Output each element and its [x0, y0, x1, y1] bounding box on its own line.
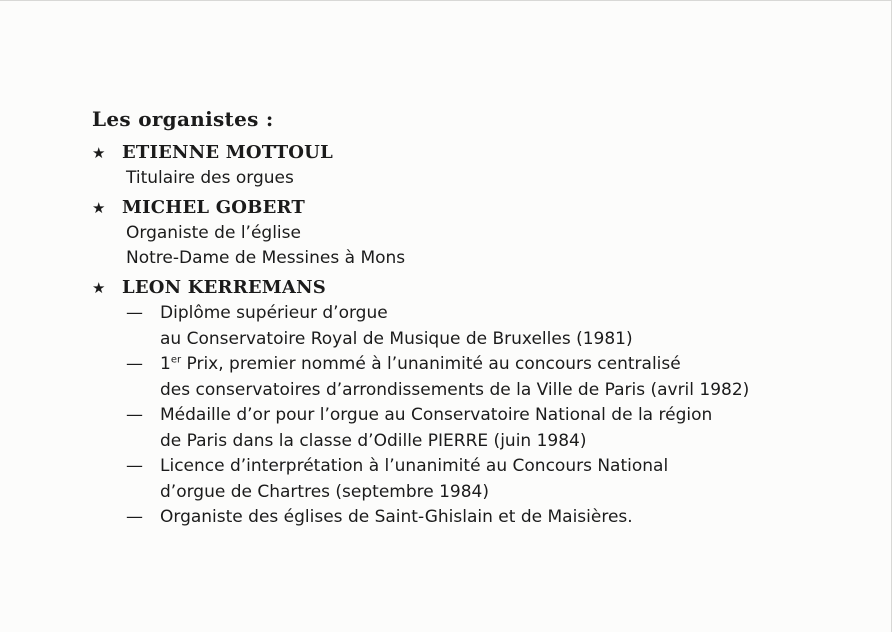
achievement-text	[160, 403, 852, 454]
organist-name: LEON KERREMANS	[122, 277, 326, 298]
organist-entry	[92, 275, 852, 531]
star-icon: ★	[92, 279, 106, 297]
achievement-text	[160, 505, 852, 531]
organist-entry	[92, 140, 852, 191]
achievement-list	[126, 301, 852, 531]
document-content	[92, 104, 852, 535]
organist-name-line	[92, 275, 852, 301]
star-icon: ★	[92, 199, 106, 217]
dash-marker: —	[126, 507, 143, 527]
section-heading: Les organistes :	[92, 107, 274, 131]
organist-name-line	[92, 195, 852, 221]
achievement-item	[126, 403, 852, 454]
achievement-item	[126, 454, 852, 505]
achievement-line: des conservatoires d’arrondissements de la Ville de Paris (avril 1982)	[160, 379, 750, 400]
achievement-item	[126, 505, 852, 531]
achievement-text	[160, 454, 852, 505]
organist-description: Organiste de l’église	[126, 223, 301, 243]
star-icon: ★	[92, 144, 106, 162]
achievement-line: Organiste des églises de Saint-Ghislain et de Maisières.	[160, 507, 633, 527]
organist-name: MICHEL GOBERT	[122, 197, 305, 218]
achievement-text	[160, 301, 852, 352]
organist-description: Notre-Dame de Messines à Mons	[126, 248, 406, 268]
achievement-line: d’orgue de Chartres (septembre 1984)	[160, 481, 490, 502]
dash-marker: —	[126, 354, 143, 374]
achievement-line: Diplôme supérieur d’orgue	[160, 303, 388, 323]
achievement-line: Prix, premier nommé à l’unanimité au concours centralisé	[181, 354, 681, 374]
achievement-line: de Paris dans la classe d’Odille PIERRE (juin 1984)	[160, 430, 587, 451]
achievement-item	[126, 301, 852, 352]
achievement-line: Médaille d’or pour l’orgue au Conservatoire National de la région	[160, 405, 713, 425]
achievement-line: au Conservatoire Royal de Musique de Bruxelles (1981)	[160, 328, 633, 349]
achievement-prefix: 1	[160, 354, 171, 374]
achievement-line: Licence d’interprétation à l’unanimité au Concours National	[160, 456, 669, 476]
dash-marker: —	[126, 456, 143, 476]
dash-marker: —	[126, 405, 143, 425]
achievement-item	[126, 352, 852, 403]
achievement-superscript: er	[170, 354, 182, 366]
achievement-text	[160, 352, 852, 403]
dash-marker: —	[126, 303, 143, 323]
organist-name: ETIENNE MOTTOUL	[122, 142, 333, 163]
organist-name-line	[92, 140, 852, 166]
organist-entry	[92, 195, 852, 271]
organist-description: Titulaire des orgues	[126, 168, 294, 188]
